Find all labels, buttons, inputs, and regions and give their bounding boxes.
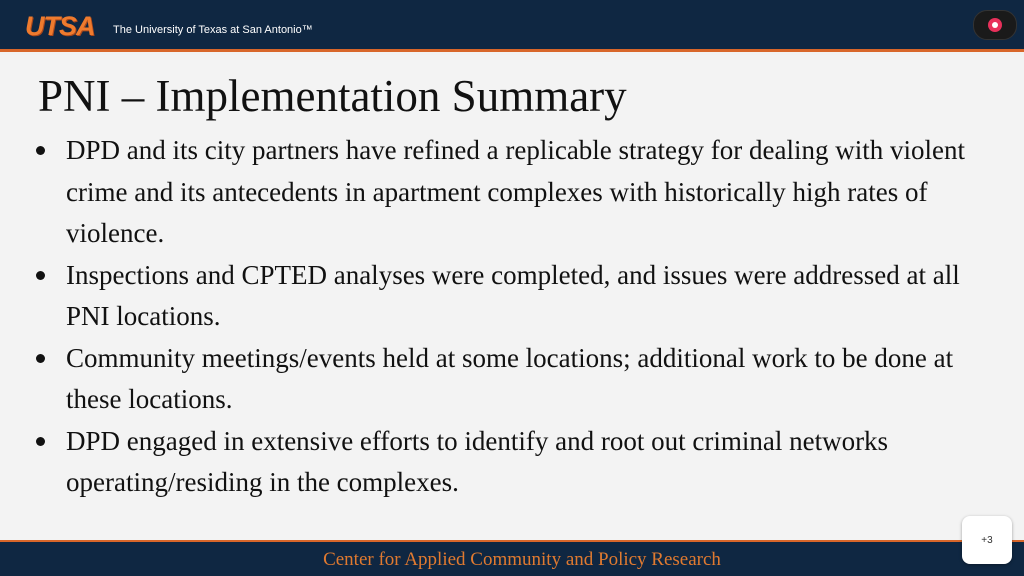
bullet-dot-icon <box>36 146 45 155</box>
bullet-text: DPD engaged in extensive efforts to identify and root out criminal networks operating/residing in the complexes. <box>66 425 889 497</box>
utsa-logo: UTSA <box>25 11 95 41</box>
footer-bar <box>0 540 1024 576</box>
camera-toggle-button[interactable] <box>973 10 1017 40</box>
university-name: The University of Texas at San Antonio™ <box>113 24 313 36</box>
participants-overflow-button[interactable]: +3 <box>962 516 1012 564</box>
bullet-dot-icon <box>36 271 45 280</box>
bullet-text: Community meetings/events held at some locations; additional work to be done at these locations. <box>66 342 954 414</box>
record-camera-icon <box>988 18 1002 32</box>
bullet-item <box>36 338 1006 421</box>
bullet-item <box>36 130 1006 255</box>
bullet-item <box>36 421 1006 504</box>
footer-text: Center for Applied Community and Policy Research <box>323 549 721 570</box>
slide-title: PNI – Implementation Summary <box>38 71 627 121</box>
bullet-dot-icon <box>36 354 45 363</box>
header-bar <box>0 0 1024 52</box>
bullet-list <box>36 130 1006 504</box>
bullet-item <box>36 255 1006 338</box>
bullet-text: Inspections and CPTED analyses were completed, and issues were addressed at all PNI locations. <box>66 259 960 331</box>
bullet-text: DPD and its city partners have refined a replicable strategy for dealing with violent crime and its antecedents in apartment complexes with historically high rates of violence. <box>66 135 965 248</box>
bullet-dot-icon <box>36 437 45 446</box>
